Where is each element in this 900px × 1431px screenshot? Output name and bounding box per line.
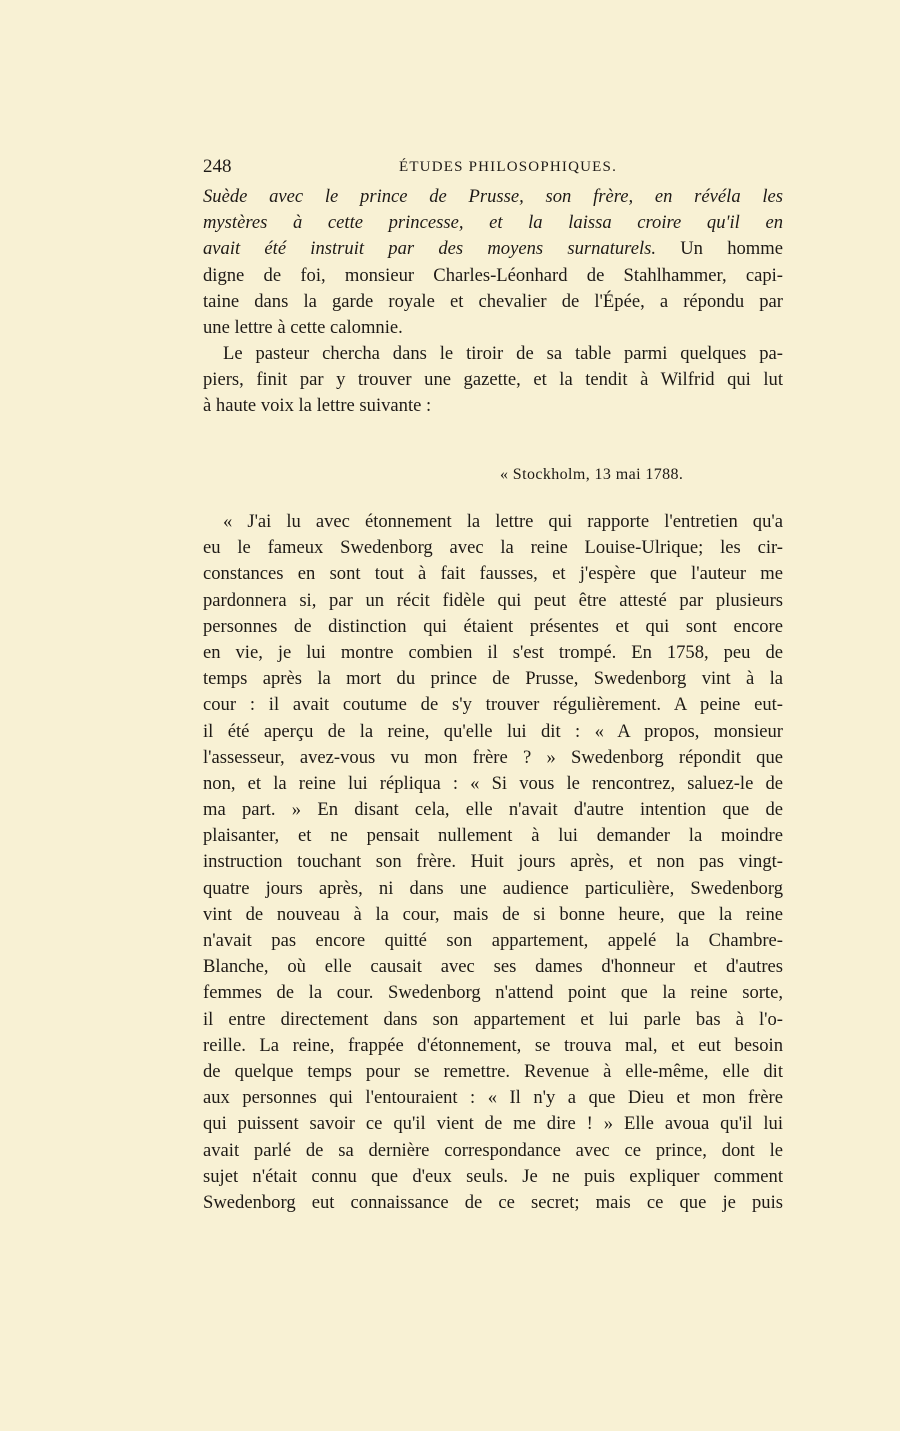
text-line: instruction touchant son frère. Huit jours après, et non pas vingt- xyxy=(203,851,783,873)
text-line: constances en sont tout à fait fausses, et j'espère que l'auteur me xyxy=(203,563,783,585)
letter-body xyxy=(203,509,783,1216)
text-line: non, et la reine lui répliqua : « Si vous le rencontrez, saluez-le de xyxy=(203,772,783,794)
text-line: « J'ai lu avec étonnement la lettre qui rapporte l'entretien qu'a xyxy=(223,511,783,532)
page-number: 248 xyxy=(203,156,232,177)
text-line: avait parlé de sa dernière correspondance avec ce prince, dont le xyxy=(203,1139,783,1161)
text-line: eu le fameux Swedenborg avec la reine Louise-Ulrique; les cir- xyxy=(203,537,783,559)
letter-dateline: « Stockholm, 13 mai 1788. xyxy=(500,466,684,483)
roman-text: Un homme xyxy=(680,238,783,260)
text-line: aux personnes qui l'entouraient : « Il n'y a que Dieu et mon frère xyxy=(203,1087,783,1109)
text-line: il été aperçu de la reine, qu'elle lui dit : « A propos, monsieur xyxy=(203,720,783,742)
text-line: Suède avec le prince de Prusse, son frère, en révéla les xyxy=(203,186,783,207)
text-line: en vie, je lui montre combien il s'est trompé. En 1758, peu de xyxy=(203,641,783,663)
paragraph-2 xyxy=(203,341,783,420)
text-line: quatre jours après, ni dans une audience particulière, Swedenborg xyxy=(203,877,783,899)
text-line: n'avait pas encore quitté son appartement, appelé la Chambre- xyxy=(203,930,783,951)
running-title: ÉTUDES PHILOSOPHIQUES. xyxy=(398,159,618,175)
text-line: Blanche, où elle causait avec ses dames d'honneur et d'autres xyxy=(203,956,783,978)
italic-text: avait été instruit par des moyens surnaturels. xyxy=(203,238,657,260)
text-line: l'assesseur, avez-vous vu mon frère ? » Swedenborg répondit que xyxy=(203,746,783,768)
text-line: cour : il avait coutume de s'y trouver régulièrement. A peine eut- xyxy=(203,694,783,716)
text-line: ma part. » En disant cela, elle n'avait d'autre intention que de xyxy=(203,799,783,821)
text-line: digne de foi, monsieur Charles-Léonhard de Stahlhammer, capi- xyxy=(203,264,783,286)
running-header xyxy=(203,156,783,180)
text-line: à haute voix la lettre suivante : xyxy=(203,395,432,417)
text-line: il entre directement dans son appartement et lui parle bas à l'o- xyxy=(203,1008,783,1030)
text-line: Le pasteur chercha dans le tiroir de sa table parmi quelques pa- xyxy=(223,343,783,364)
text-line: une lettre à cette calomnie. xyxy=(203,316,403,338)
text-line: temps après la mort du prince de Prusse, Swedenborg vint à la xyxy=(203,668,783,690)
text-line: Swedenborg eut connaissance de ce secret; mais ce que je puis xyxy=(203,1191,783,1213)
text-line: sujet n'était connu que d'eux seuls. Je ne puis expliquer comment xyxy=(203,1165,783,1187)
text-line: taine dans la garde royale et chevalier de l'Épée, a répondu par xyxy=(203,290,783,312)
text-line: qui puissent savoir ce qu'il vient de me dire ! » Elle avoua qu'il lui xyxy=(203,1113,783,1135)
text-line: pardonnera si, par un récit fidèle qui peut être attesté par plusieurs xyxy=(203,589,783,611)
text-line: femmes de la cour. Swedenborg n'attend point que la reine sorte, xyxy=(203,982,783,1004)
text-line: plaisanter, et ne pensait nullement à lui demander la moindre xyxy=(203,825,783,847)
text-line: de quelque temps pour se remettre. Revenue à elle-même, elle dit xyxy=(203,1060,783,1082)
paragraph-1 xyxy=(203,184,783,341)
text-line: personnes de distinction qui étaient présentes et qui sont encore xyxy=(203,615,783,637)
text-line xyxy=(203,236,783,262)
text-line: piers, finit par y trouver une gazette, et la tendit à Wilfrid qui lut xyxy=(203,369,783,391)
text-line: vint de nouveau à la cour, mais de si bonne heure, que la reine xyxy=(203,903,783,925)
text-line: mystères à cette princesse, et la laissa croire qu'il en xyxy=(203,212,783,234)
text-line: reille. La reine, frappée d'étonnement, se trouva mal, et eut besoin xyxy=(203,1034,783,1056)
